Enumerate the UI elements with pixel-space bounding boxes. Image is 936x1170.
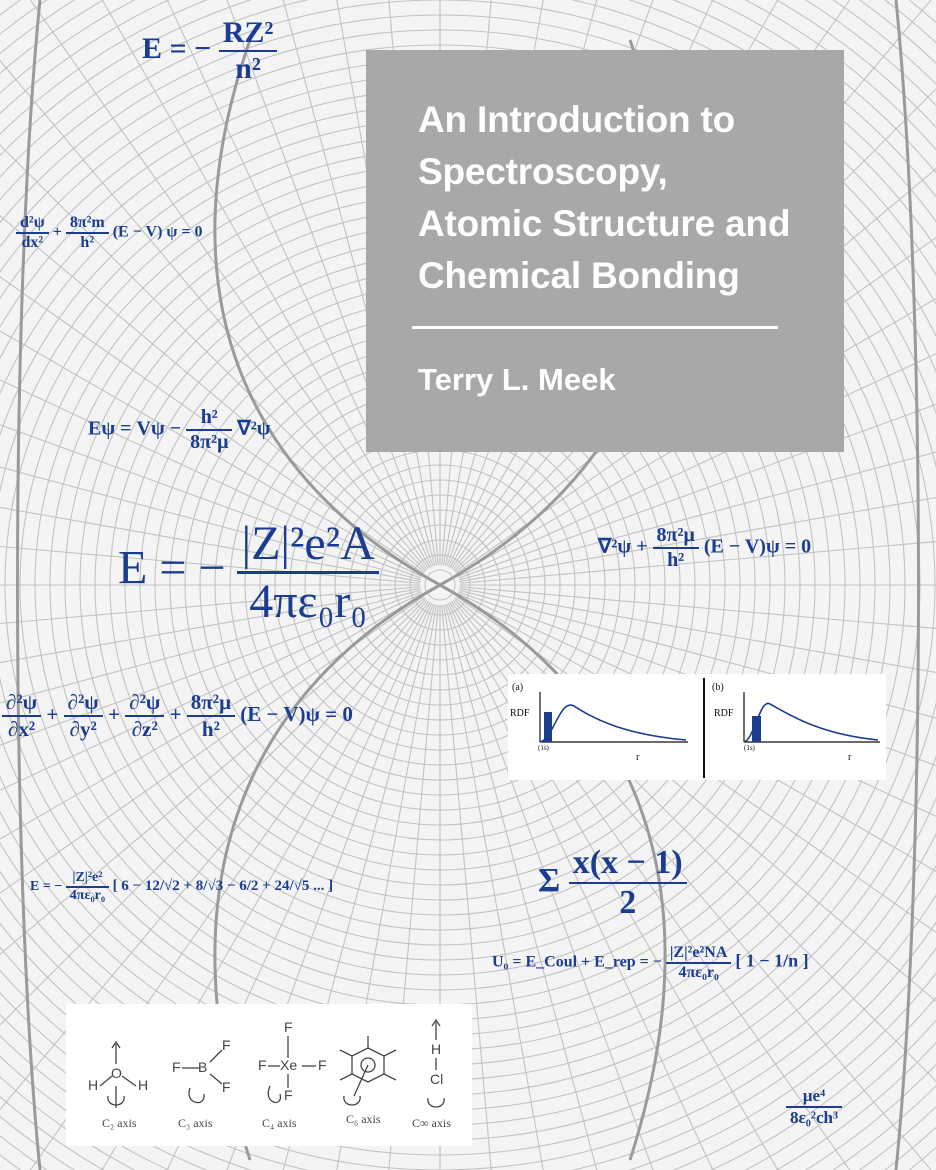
eq-1d-term2: [66, 214, 109, 252]
eq-3d-t1n: ∂²ψ: [6, 690, 38, 714]
svg-text:F: F: [258, 1057, 267, 1073]
eq-ls-lhs: E = −: [30, 879, 63, 895]
h2o-sketch: [88, 1042, 148, 1108]
eq-bohr-den: n²: [219, 50, 278, 86]
eq-ham-lhs: Eψ = Vψ −: [88, 417, 182, 440]
eq-lap-num: 8π²μ: [656, 524, 695, 546]
eq-3d-plus3: +: [169, 701, 182, 726]
eq-3d-term4: [187, 690, 235, 742]
eq-3d-term2: [64, 690, 103, 742]
rdf-panel-a-axes: [540, 692, 688, 742]
eq-ham-den: 8π²μ: [186, 429, 232, 454]
eq-1d-den2: h²: [66, 232, 109, 252]
axis-label-c4: C₄ axis: [262, 1116, 297, 1130]
svg-text:H: H: [138, 1077, 149, 1093]
eq-le-num: |Z|²e²NA: [669, 944, 728, 961]
svg-text:F: F: [318, 1057, 327, 1073]
eq-lap-den: h²: [653, 547, 699, 572]
eq-ham-rest: ∇²ψ: [237, 417, 271, 440]
eq-mu-den: 8ε₀²ch³: [786, 1106, 842, 1128]
axis-label-c2: C₂ axis: [102, 1116, 137, 1130]
eq-3d-term1: [2, 690, 41, 742]
title-divider: [412, 326, 778, 329]
eq-1d-num1: d²ψ: [20, 214, 45, 231]
eq-bohr-lhs: E = −: [142, 31, 212, 65]
eq-1d-rest: (E − V) ψ = 0: [112, 223, 203, 241]
svg-text:B: B: [198, 1059, 208, 1075]
eq-lap-lhs: ∇²ψ +: [598, 535, 648, 558]
rdf-panel-a-xlabel: r: [636, 752, 640, 763]
equation-schrodinger-3d: [2, 690, 353, 742]
equation-laplacian: [598, 524, 811, 572]
grid-spoke: [0, 592, 421, 893]
eq-lap-rest: (E − V)ψ = 0: [703, 535, 812, 558]
grid-spoke: [0, 135, 423, 575]
eq-le-fraction: [666, 944, 732, 982]
eq-mad-den: 4πε₀r₀: [237, 571, 378, 629]
eq-ls-num: |Z|²e²: [72, 870, 103, 885]
eq-3d-t1d: ∂x²: [2, 715, 41, 742]
eq-3d-t3n: ∂²ψ: [129, 690, 161, 714]
grid-spoke: [0, 69, 424, 574]
svg-text:Cl: Cl: [430, 1071, 444, 1087]
title-line-3: Atomic Structure and: [418, 203, 791, 244]
rdf-panel-a-ylabel: RDF: [510, 708, 530, 719]
author-name: Terry L. Meek: [418, 362, 616, 397]
equation-hamiltonian: [88, 406, 271, 454]
equation-pairs-sum: [538, 844, 687, 922]
eq-3d-t4n: 8π²μ: [190, 690, 231, 714]
eq-bohr-num: RZ²: [222, 16, 274, 49]
eq-ls-series: [ 6 − 12/√2 + 8/√3 − 6/2 + 24/√5 ... ]: [112, 878, 334, 895]
title-line-1: An Introduction to: [418, 99, 735, 140]
eq-sum-num: x(x − 1): [572, 844, 683, 881]
eq-mu-num: μe⁴: [802, 1086, 826, 1105]
rdf-figure-inset: [508, 674, 886, 780]
eq-sum-fraction: [569, 844, 687, 922]
eq-lap-fraction: [653, 524, 699, 572]
svg-text:O: O: [111, 1065, 122, 1081]
eq-le-lhs: U₀ = E_Coul + E_rep = −: [492, 953, 662, 971]
svg-text:F: F: [284, 1087, 293, 1103]
eq-ls-fraction: [66, 870, 109, 904]
eq-3d-term3: [125, 690, 164, 742]
eq-3d-t2n: ∂²ψ: [67, 690, 99, 714]
eq-mad-num: |Z|²e²A: [241, 517, 375, 570]
eq-le-rest: [ 1 − 1/n ]: [735, 950, 809, 971]
axis-label-c3: C₃ axis: [178, 1116, 213, 1130]
eq-mad-fraction: [237, 516, 378, 629]
axis-label-cinf: C∞ axis: [412, 1116, 451, 1130]
eq-3d-rest: (E − V)ψ = 0: [240, 701, 353, 726]
eq-3d-plus1: +: [46, 701, 59, 726]
equation-lattice-energy: [492, 944, 809, 982]
equation-mu-term: [786, 1086, 842, 1128]
eq-le-den: 4πε₀r₀: [666, 962, 732, 982]
svg-text:F: F: [172, 1059, 181, 1075]
rdf-panel-a-marker: (1s): [538, 744, 549, 752]
eq-1d-term1: [16, 214, 49, 252]
hexamethylbenzene-sketch: [340, 1036, 396, 1105]
svg-text:F: F: [222, 1079, 231, 1095]
eq-bohr-fraction: [219, 16, 278, 86]
rdf-plots: [508, 674, 886, 780]
equation-madelung: [118, 516, 379, 629]
title-line-4: Chemical Bonding: [418, 255, 740, 296]
rdf-panel-b-marker: (1s): [744, 744, 755, 752]
eq-ls-den: 4πε₀r₀: [66, 886, 109, 904]
symmetry-axes-inset: [66, 1004, 472, 1146]
svg-text:H: H: [431, 1041, 442, 1057]
equation-schrodinger-1d: [16, 214, 203, 252]
svg-text:H: H: [88, 1077, 99, 1093]
eq-1d-num2: 8π²m: [69, 214, 105, 231]
title-line-2: Spectroscopy,: [418, 151, 668, 192]
eq-1d-den1: dx²: [16, 232, 49, 252]
hcl-sketch: [428, 1020, 444, 1107]
eq-ham-fraction: [186, 406, 232, 454]
eq-3d-t4d: h²: [187, 715, 235, 742]
svg-text:F: F: [284, 1019, 293, 1035]
axis-label-c6: C₆ axis: [346, 1112, 381, 1126]
eq-1d-plus: +: [52, 223, 62, 241]
eq-mad-lhs: E = −: [118, 541, 226, 595]
eq-sum-den: 2: [569, 882, 687, 922]
eq-mu-fraction: [786, 1086, 842, 1128]
svg-text:F: F: [222, 1037, 231, 1053]
svg-text:Xe: Xe: [280, 1057, 298, 1073]
eq-ham-num: h²: [200, 406, 218, 428]
rdf-panel-a-label: (a): [512, 682, 524, 693]
eq-3d-t2d: ∂y²: [64, 715, 103, 742]
rdf-panel-b-ylabel: RDF: [714, 708, 734, 719]
equation-lattice-series: [30, 870, 333, 904]
rdf-panel-b-xlabel: r: [848, 752, 852, 763]
rdf-panel-b-label: (b): [712, 682, 724, 693]
equation-bohr-energy: [142, 16, 277, 86]
eq-3d-plus2: +: [107, 701, 120, 726]
grid-spoke: [0, 595, 423, 1035]
xef4-sketch: [258, 1019, 327, 1103]
grid-spoke: [460, 587, 936, 664]
rdf-panel-b-axes: [744, 692, 880, 742]
eq-sum-sigma: Σ: [538, 861, 561, 899]
bf3-sketch: [172, 1037, 231, 1103]
eq-3d-t3d: ∂z²: [125, 715, 164, 742]
title-panel: [366, 50, 844, 452]
